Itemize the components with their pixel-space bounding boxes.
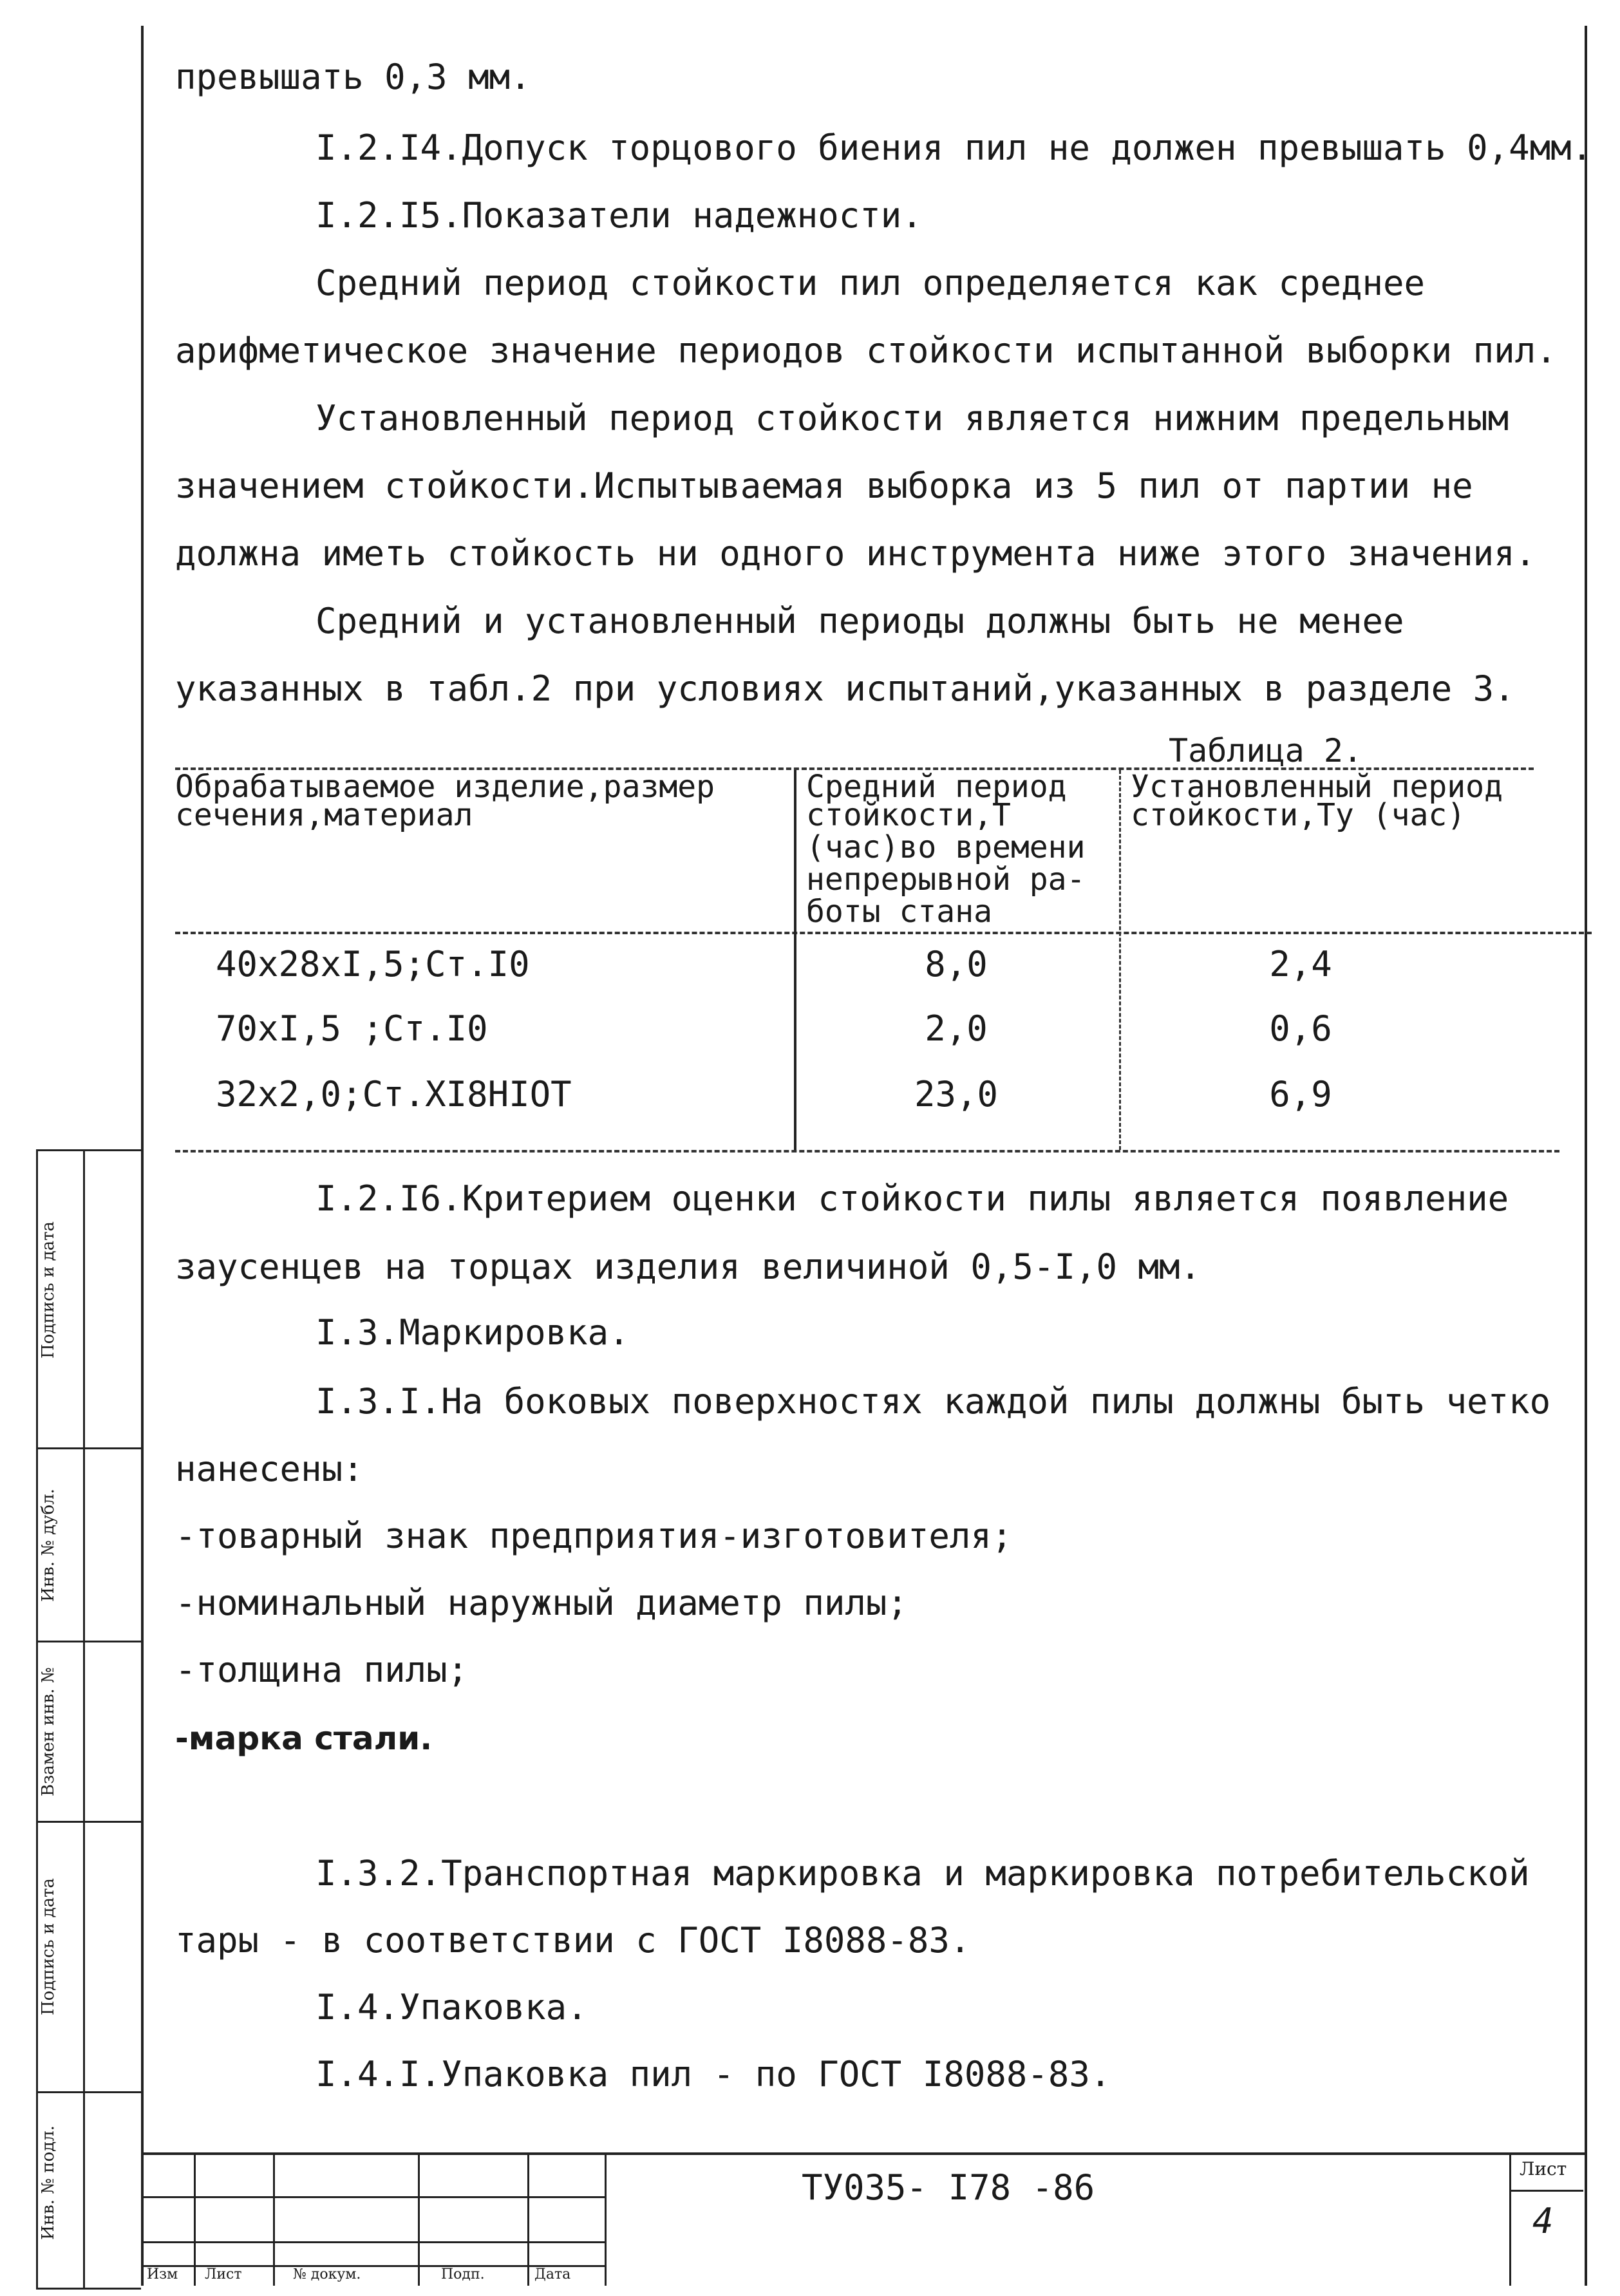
table-cell-avg: 2,0 bbox=[925, 1008, 988, 1049]
table-header-col2: Средний период bbox=[806, 769, 1067, 805]
table-header-col3: стойкости,Ту (час) bbox=[1131, 797, 1466, 833]
paragraph-line: превышать 0,3 мм. bbox=[175, 57, 531, 97]
paragraph-line: I.4.I.Упаковка пил - по ГОСТ I8088-83. bbox=[316, 2054, 1111, 2094]
paragraph-line: нанесены: bbox=[175, 1449, 364, 1489]
list-item: -номинальный наружный диаметр пилы; bbox=[175, 1583, 908, 1623]
table-header-col1: Обрабатываемое изделие,размер bbox=[175, 769, 715, 805]
title-block-header-sign: Подп. bbox=[441, 2266, 485, 2282]
paragraph-line: I.3.2.Транспортная маркировка и маркировка потребительской bbox=[316, 1853, 1530, 1894]
table-header-col3: Установленный период bbox=[1131, 769, 1503, 805]
paragraph-line: I.3.I.На боковых поверхностях каждой пилы должны быть четко bbox=[316, 1381, 1551, 1422]
table-cell-item: 32х2,0;Ст.XI8HIОТ bbox=[216, 1074, 572, 1115]
paragraph-line: Средний и установленный периоды должны быть не менее bbox=[316, 601, 1404, 641]
paragraph-line: должна иметь стойкость ни одного инструмента ниже этого значения. bbox=[175, 533, 1536, 574]
table-header-col2: непрерывной ра- bbox=[806, 861, 1086, 898]
table-bottom-rule bbox=[175, 1150, 1559, 1153]
list-item: -марка стали. bbox=[175, 1720, 433, 1757]
title-block-header-date: Дата bbox=[534, 2266, 571, 2282]
table-cell-item: 70хI,5 ;Ст.I0 bbox=[216, 1008, 488, 1049]
table-cell-set: 2,4 bbox=[1269, 944, 1332, 984]
list-item: -толщина пилы; bbox=[175, 1650, 469, 1690]
paragraph-line: указанных в табл.2 при условиях испытаний,указанных в разделе 3. bbox=[175, 668, 1515, 709]
paragraph-line: Средний период стойкости пил определяется как среднее bbox=[316, 263, 1426, 303]
side-label-dup-inv: Инв. № дубл. bbox=[39, 1489, 58, 1602]
section-heading: I.4.Упаковка. bbox=[316, 1987, 588, 2028]
paragraph-line: I.2.I6.Критерием оценки стойкости пилы является появление bbox=[316, 1178, 1509, 1219]
table-header-rule bbox=[175, 932, 1592, 934]
paragraph-line: I.2.I5.Показатели надежности. bbox=[316, 195, 923, 236]
table-header-col1: сечения,материал bbox=[175, 797, 473, 833]
paragraph-line: заусенцев на торцах изделия величиной 0,5-I,0 мм. bbox=[175, 1247, 1201, 1287]
table-cell-set: 0,6 bbox=[1269, 1008, 1332, 1049]
paragraph-line: I.2.I4.Допуск торцового биения пил не должен превышать 0,4мм. bbox=[316, 127, 1593, 168]
side-label-signature-date: Подпись и дата bbox=[39, 1878, 58, 2015]
table-cell-item: 40х28хI,5;Ст.I0 bbox=[216, 944, 530, 984]
title-block-header-doc: № докум. bbox=[293, 2266, 361, 2282]
side-label-signature-date: Подпись и дата bbox=[39, 1221, 58, 1359]
title-block-header-izm: Изм bbox=[147, 2266, 178, 2282]
paragraph-line: значением стойкости.Испытываемая выборка из 5 пил от партии не bbox=[175, 466, 1473, 506]
section-heading: I.3.Маркировка. bbox=[316, 1312, 630, 1353]
sheet-label: Лист bbox=[1520, 2158, 1567, 2179]
list-item: -товарный знак предприятия-изготовителя; bbox=[175, 1516, 1013, 1556]
side-label-replace-inv: Взамен инв. № bbox=[39, 1667, 58, 1796]
table-cell-set: 6,9 bbox=[1269, 1074, 1332, 1115]
table-caption: Таблица 2. bbox=[1169, 732, 1363, 769]
document-code: ТУ035- I78 -86 bbox=[802, 2167, 1095, 2208]
paragraph-line: тары - в соответствии с ГОСТ I8088-83. bbox=[175, 1920, 971, 1961]
table-header-col2: (час)во времени bbox=[806, 829, 1086, 865]
paragraph-line: арифметическое значение периодов стойкости испытанной выборки пил. bbox=[175, 330, 1557, 371]
table-cell-avg: 23,0 bbox=[914, 1074, 999, 1115]
table-header-col2: боты стана bbox=[806, 894, 992, 930]
table-header-col2: стойкости,Т bbox=[806, 797, 1011, 833]
paragraph-line: Установленный период стойкости является нижним предельным bbox=[316, 398, 1509, 438]
sheet-number: 4 bbox=[1532, 2201, 1554, 2241]
title-block-header-list: Лист bbox=[205, 2266, 242, 2282]
table-cell-avg: 8,0 bbox=[925, 944, 988, 984]
side-label-orig-inv: Инв. № подл. bbox=[39, 2125, 58, 2240]
